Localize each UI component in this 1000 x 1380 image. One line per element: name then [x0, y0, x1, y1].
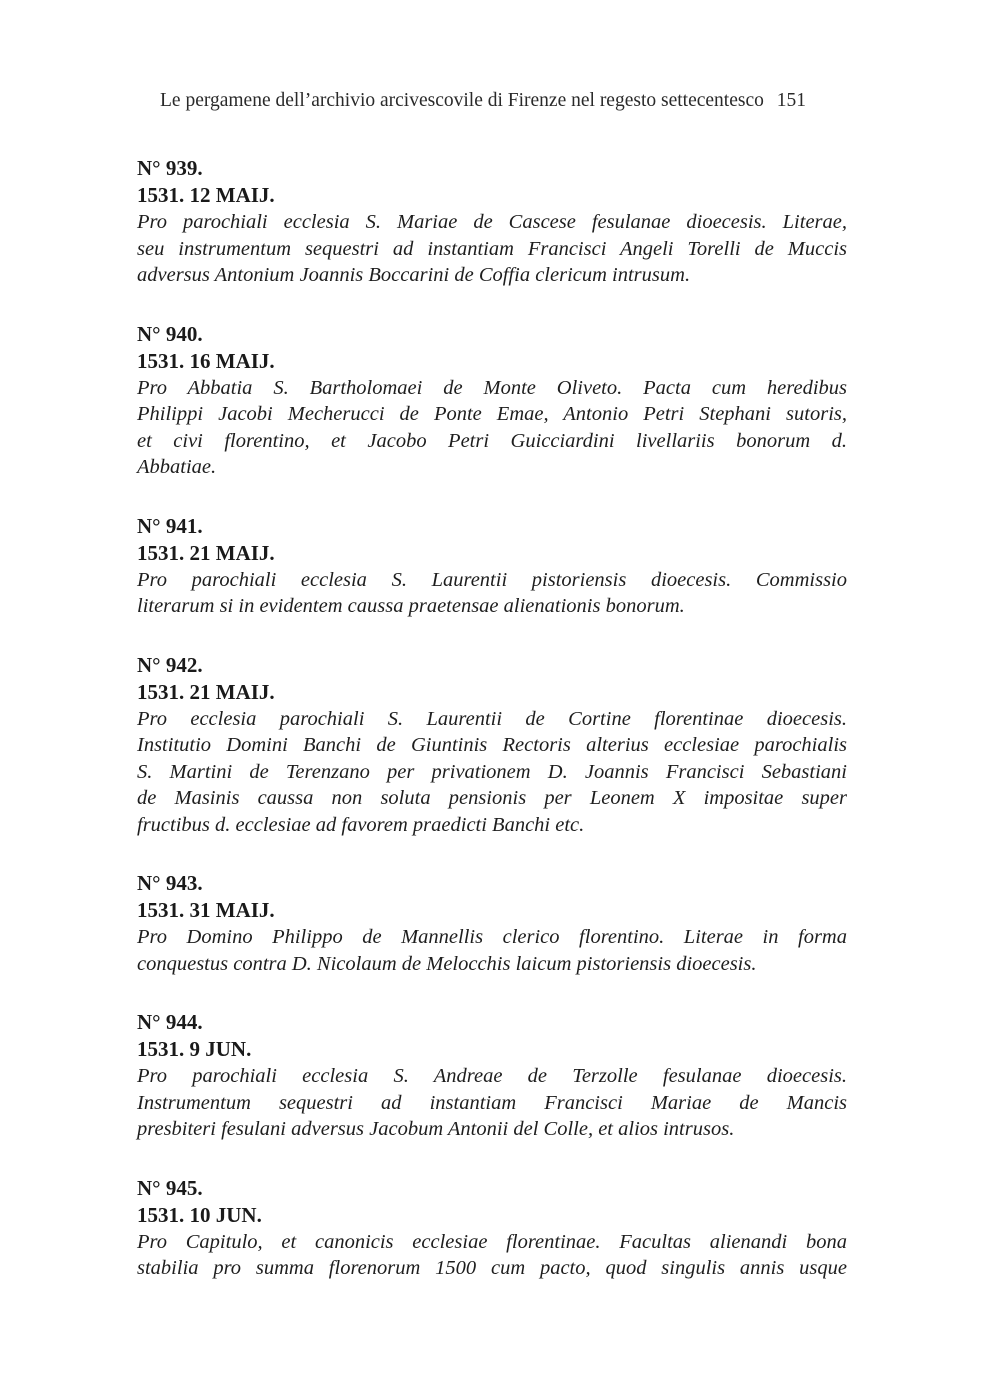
- summary-line: de Masinis caussa non soluta pensionis per Leonem X impositae super: [137, 787, 847, 809]
- register-entry: [137, 870, 847, 977]
- summary-line: et civi florentino, et Jacobo Petri Guicciardini livellariis bonorum d.: [137, 429, 847, 452]
- summary-line: conquestus contra D. Nicolaum de Melocchis laicum pistoriensis dioecesis.: [137, 952, 757, 975]
- page-number: 151: [776, 90, 806, 111]
- entry-date: 1531. 9 JUN.: [137, 1037, 252, 1061]
- summary-line: S. Martini de Terenzano per privationem D. Joannis Francisci Sebastiani: [137, 760, 847, 783]
- entry-date: 1531. 10 JUN.: [137, 1202, 262, 1227]
- register-entry: [137, 1009, 847, 1143]
- entry-number: N° 939.: [137, 156, 203, 180]
- entry-summary: [137, 1229, 847, 1282]
- entry-number: N° 941.: [137, 513, 203, 538]
- summary-line: Pro Capitulo, et canonicis ecclesiae florentinae. Facultas alienandi bona: [137, 1230, 847, 1253]
- running-header: [160, 88, 842, 114]
- entry-summary: [137, 924, 847, 977]
- entry-summary: [137, 209, 847, 289]
- entry-summary: [137, 375, 847, 481]
- entry-date: 1531. 16 MAIJ.: [137, 348, 275, 373]
- summary-line: seu instrumentum sequestri ad instantiam Francisci Angeli Torelli de Muccis: [137, 237, 847, 260]
- entry-summary: [137, 706, 847, 839]
- summary-line: fructibus d. ecclesiae ad favorem praedicti Banchi etc.: [137, 813, 585, 836]
- summary-line: Instrumentum sequestri ad instantiam Francisci Mariae de Mancis: [137, 1091, 847, 1114]
- register-entries: [137, 155, 847, 1314]
- summary-line: Abbatiae.: [137, 456, 217, 478]
- summary-line: stabilia pro summa florenorum 1500 cum pacto, quod singulis annis usque: [137, 1257, 847, 1279]
- register-entry: [137, 513, 847, 620]
- entry-number: N° 943.: [137, 871, 203, 895]
- entry-date: 1531. 12 MAIJ.: [137, 183, 275, 207]
- summary-line: Pro parochiali ecclesia S. Andreae de Terzolle fesulanae dioecesis.: [137, 1065, 847, 1087]
- entry-date: 1531. 21 MAIJ.: [137, 540, 275, 565]
- summary-line: Pro Domino Philippo de Mannellis clerico florentino. Literae in forma: [137, 926, 847, 948]
- summary-line: Pro Abbatia S. Bartholomaei de Monte Oliveto. Pacta cum heredibus: [137, 376, 847, 399]
- summary-line: Pro parochiali ecclesia S. Laurentii pistoriensis dioecesis. Commissio: [137, 568, 847, 591]
- summary-line: presbiteri fesulani adversus Jacobum Antonii del Colle, et alios intrusos.: [137, 1118, 735, 1140]
- entry-date: 1531. 21 MAIJ.: [137, 679, 275, 704]
- summary-line: Pro ecclesia parochiali S. Laurentii de Cortine florentinae dioecesis.: [137, 707, 847, 730]
- register-entry: [137, 1175, 847, 1282]
- register-entry: [137, 321, 847, 481]
- entry-summary: [137, 567, 847, 620]
- summary-line: Institutio Domini Banchi de Giuntinis Rectoris alterius ecclesiae parochialis: [137, 734, 847, 756]
- entry-number: N° 945.: [137, 1175, 203, 1200]
- entry-number: N° 942.: [137, 652, 203, 677]
- register-entry: [137, 652, 847, 839]
- summary-line: adversus Antonium Joannis Boccarini de Coffia clericum intrusum.: [137, 264, 691, 286]
- entry-summary: [137, 1063, 847, 1143]
- summary-line: Philippi Jacobi Mecherucci de Ponte Emae, Antonio Petri Stephani sutoris,: [137, 403, 847, 425]
- entry-number: N° 940.: [137, 321, 203, 346]
- entry-number: N° 944.: [137, 1010, 203, 1034]
- entry-date: 1531. 31 MAIJ.: [137, 898, 275, 922]
- header-title: Le pergamene dell’archivio arcivescovile di Firenze nel regesto settecentesco: [160, 90, 764, 111]
- summary-line: Pro parochiali ecclesia S. Mariae de Cascese fesulanae dioecesis. Literae,: [137, 211, 847, 233]
- summary-line: literarum si in evidentem caussa praetensae alienationis bonorum.: [137, 595, 685, 617]
- register-entry: [137, 155, 847, 289]
